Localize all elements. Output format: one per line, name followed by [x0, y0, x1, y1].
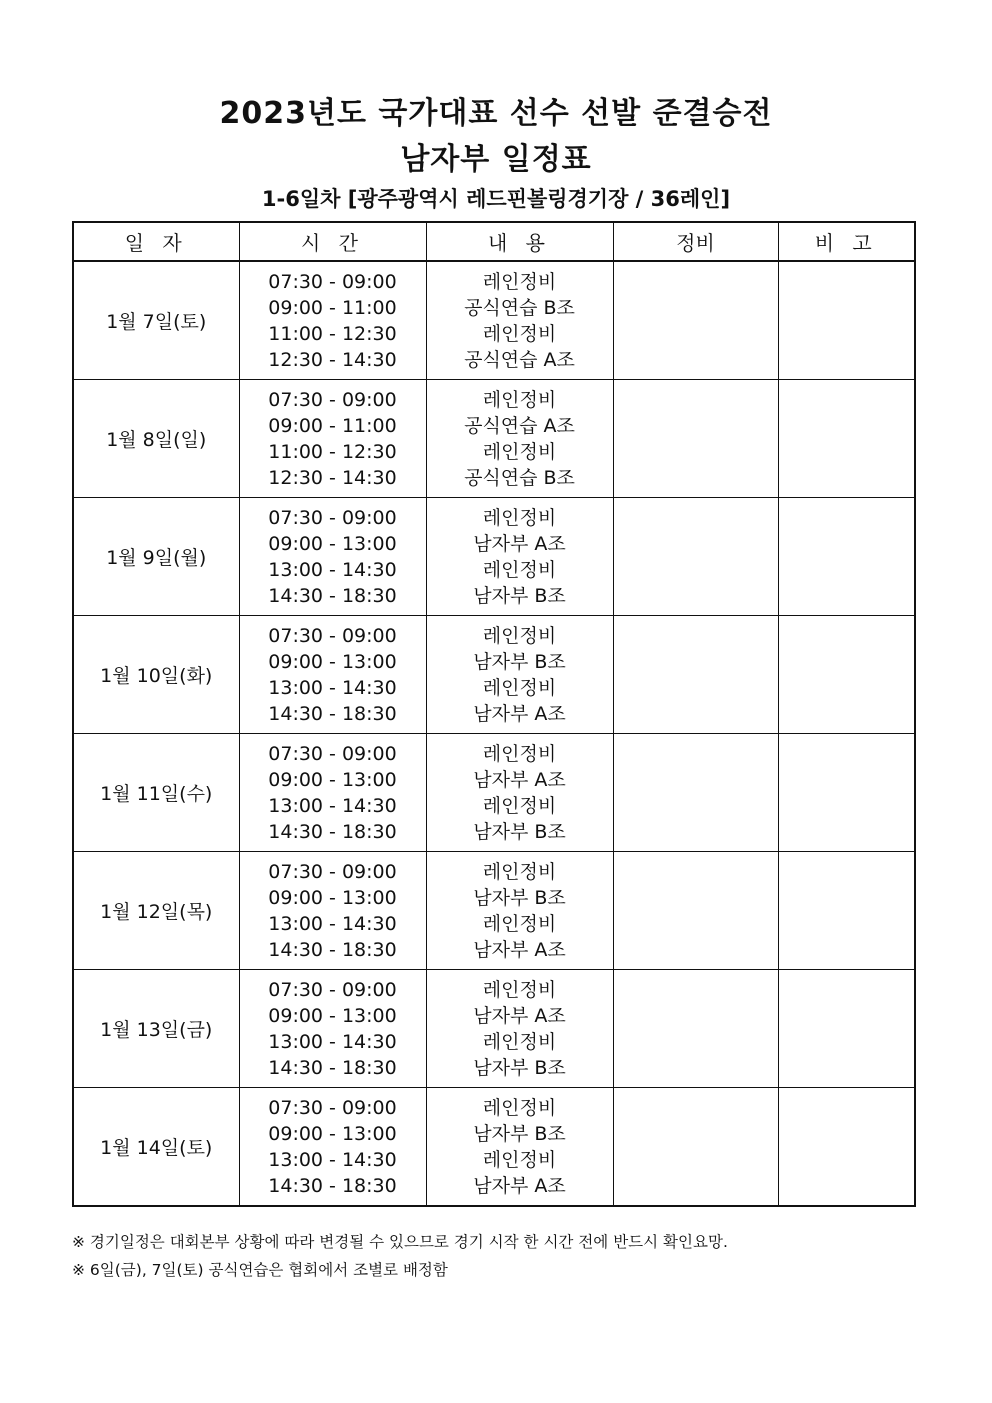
- date-cell: 1월 9일(월): [73, 498, 239, 616]
- table-row: [73, 380, 915, 498]
- time-slot: 14:30 - 18:30: [268, 820, 397, 843]
- header-maintenance: 정비: [613, 222, 778, 261]
- time-slot: 12:30 - 14:30: [268, 466, 397, 489]
- time-slot: 12:30 - 14:30: [268, 348, 397, 371]
- content-item: 레인정비: [482, 1148, 557, 1171]
- time-slot: 13:00 - 14:30: [268, 1030, 397, 1053]
- content-item: 레인정비: [482, 440, 557, 463]
- content-cell: [426, 261, 613, 380]
- time-cell: [239, 380, 426, 498]
- maintenance-cell: [613, 734, 778, 852]
- time-slot: 09:00 - 13:00: [268, 768, 397, 791]
- table-row: [73, 616, 915, 734]
- page-title: 2023년도 국가대표 선수 선발 준결승전: [219, 96, 773, 131]
- time-slot: 13:00 - 14:30: [268, 1148, 397, 1171]
- time-slot: 07:30 - 09:00: [268, 742, 397, 765]
- header-remarks: 비 고: [778, 222, 915, 261]
- notes: [72, 1228, 728, 1284]
- remarks-cell: [778, 616, 915, 734]
- time-cell: [239, 852, 426, 970]
- content-item: 남자부 B조: [473, 1122, 566, 1145]
- time-slot: 09:00 - 11:00: [268, 296, 397, 319]
- maintenance-cell: [613, 261, 778, 380]
- maintenance-cell: [613, 1088, 778, 1207]
- note-line: ※ 6일(금), 7일(토) 공식연습은 협회에서 조별로 배정함: [72, 1261, 448, 1279]
- time-slot: 11:00 - 12:30: [268, 440, 397, 463]
- content-item: 레인정비: [482, 558, 557, 581]
- content-cell: [426, 380, 613, 498]
- remarks-cell: [778, 970, 915, 1088]
- time-slot: 13:00 - 14:30: [268, 912, 397, 935]
- time-slot: 14:30 - 18:30: [268, 1174, 397, 1197]
- header-content: 내 용: [426, 222, 613, 261]
- date-cell: 1월 10일(화): [73, 616, 239, 734]
- time-slot: 09:00 - 13:00: [268, 1004, 397, 1027]
- content-item: 레인정비: [482, 794, 557, 817]
- content-item: 남자부 A조: [473, 938, 566, 961]
- maintenance-cell: [613, 616, 778, 734]
- note-line: ※ 경기일정은 대회본부 상황에 따라 변경될 수 있으므로 경기 시작 한 시간 전에 반드시 확인요망.: [72, 1233, 728, 1251]
- time-slot: 09:00 - 13:00: [268, 532, 397, 555]
- date-cell: 1월 11일(수): [73, 734, 239, 852]
- time-slot: 09:00 - 13:00: [268, 886, 397, 909]
- header-date: 일 자: [73, 222, 239, 261]
- time-slot: 07:30 - 09:00: [268, 388, 397, 411]
- time-cell: [239, 970, 426, 1088]
- page-subtitle: 남자부 일정표: [400, 142, 592, 177]
- table-row: [73, 261, 915, 380]
- content-item: 공식연습 A조: [464, 348, 575, 371]
- maintenance-cell: [613, 970, 778, 1088]
- date-cell: 1월 7일(토): [73, 261, 239, 380]
- remarks-cell: [778, 261, 915, 380]
- maintenance-cell: [613, 498, 778, 616]
- content-item: 남자부 A조: [473, 532, 566, 555]
- table-row: [73, 498, 915, 616]
- time-slot: 13:00 - 14:30: [268, 794, 397, 817]
- table-header-row: [73, 222, 915, 261]
- time-slot: 07:30 - 09:00: [268, 978, 397, 1001]
- time-slot: 14:30 - 18:30: [268, 1056, 397, 1079]
- content-item: 레인정비: [482, 1096, 557, 1119]
- content-item: 공식연습 A조: [464, 414, 575, 437]
- date-cell: 1월 8일(일): [73, 380, 239, 498]
- time-slot: 07:30 - 09:00: [268, 1096, 397, 1119]
- schedule-table: [72, 221, 916, 1207]
- content-item: 공식연습 B조: [464, 466, 575, 489]
- content-cell: [426, 852, 613, 970]
- content-item: 남자부 B조: [473, 650, 566, 673]
- content-item: 남자부 B조: [473, 1056, 566, 1079]
- remarks-cell: [778, 734, 915, 852]
- time-slot: 13:00 - 14:30: [268, 676, 397, 699]
- date-cell: 1월 14일(토): [73, 1088, 239, 1207]
- content-item: 레인정비: [482, 624, 557, 647]
- content-item: 공식연습 B조: [464, 296, 575, 319]
- date-cell: 1월 12일(목): [73, 852, 239, 970]
- content-cell: [426, 616, 613, 734]
- content-item: 레인정비: [482, 860, 557, 883]
- content-item: 남자부 B조: [473, 584, 566, 607]
- maintenance-cell: [613, 852, 778, 970]
- table-row: [73, 970, 915, 1088]
- time-slot: 09:00 - 11:00: [268, 414, 397, 437]
- content-item: 레인정비: [482, 270, 557, 293]
- content-item: 남자부 A조: [473, 702, 566, 725]
- time-cell: [239, 498, 426, 616]
- table-row: [73, 1088, 915, 1207]
- time-slot: 07:30 - 09:00: [268, 270, 397, 293]
- time-slot: 09:00 - 13:00: [268, 650, 397, 673]
- venue-line: 1-6일차 [광주광역시 레드핀볼링경기장 / 36레인]: [261, 187, 731, 211]
- time-slot: 11:00 - 12:30: [268, 322, 397, 345]
- content-item: 남자부 B조: [473, 820, 566, 843]
- content-item: 레인정비: [482, 322, 557, 345]
- time-slot: 07:30 - 09:00: [268, 506, 397, 529]
- content-item: 레인정비: [482, 1030, 557, 1053]
- content-cell: [426, 970, 613, 1088]
- remarks-cell: [778, 1088, 915, 1207]
- time-slot: 07:30 - 09:00: [268, 860, 397, 883]
- time-slot: 09:00 - 13:00: [268, 1122, 397, 1145]
- remarks-cell: [778, 498, 915, 616]
- time-slot: 14:30 - 18:30: [268, 938, 397, 961]
- content-cell: [426, 1088, 613, 1207]
- table-row: [73, 734, 915, 852]
- date-cell: 1월 13일(금): [73, 970, 239, 1088]
- time-slot: 13:00 - 14:30: [268, 558, 397, 581]
- content-cell: [426, 734, 613, 852]
- schedule-body: [73, 261, 915, 1206]
- content-item: 레인정비: [482, 388, 557, 411]
- time-slot: 07:30 - 09:00: [268, 624, 397, 647]
- content-item: 남자부 A조: [473, 1174, 566, 1197]
- time-cell: [239, 734, 426, 852]
- content-item: 남자부 B조: [473, 886, 566, 909]
- maintenance-cell: [613, 380, 778, 498]
- content-item: 레인정비: [482, 912, 557, 935]
- content-item: 레인정비: [482, 676, 557, 699]
- table-row: [73, 852, 915, 970]
- time-cell: [239, 261, 426, 380]
- content-item: 남자부 A조: [473, 1004, 566, 1027]
- remarks-cell: [778, 380, 915, 498]
- content-item: 레인정비: [482, 506, 557, 529]
- content-cell: [426, 498, 613, 616]
- time-slot: 14:30 - 18:30: [268, 702, 397, 725]
- time-slot: 14:30 - 18:30: [268, 584, 397, 607]
- time-cell: [239, 1088, 426, 1207]
- time-cell: [239, 616, 426, 734]
- content-item: 남자부 A조: [473, 768, 566, 791]
- remarks-cell: [778, 852, 915, 970]
- content-item: 레인정비: [482, 742, 557, 765]
- content-item: 레인정비: [482, 978, 557, 1001]
- header-time: 시 간: [239, 222, 426, 261]
